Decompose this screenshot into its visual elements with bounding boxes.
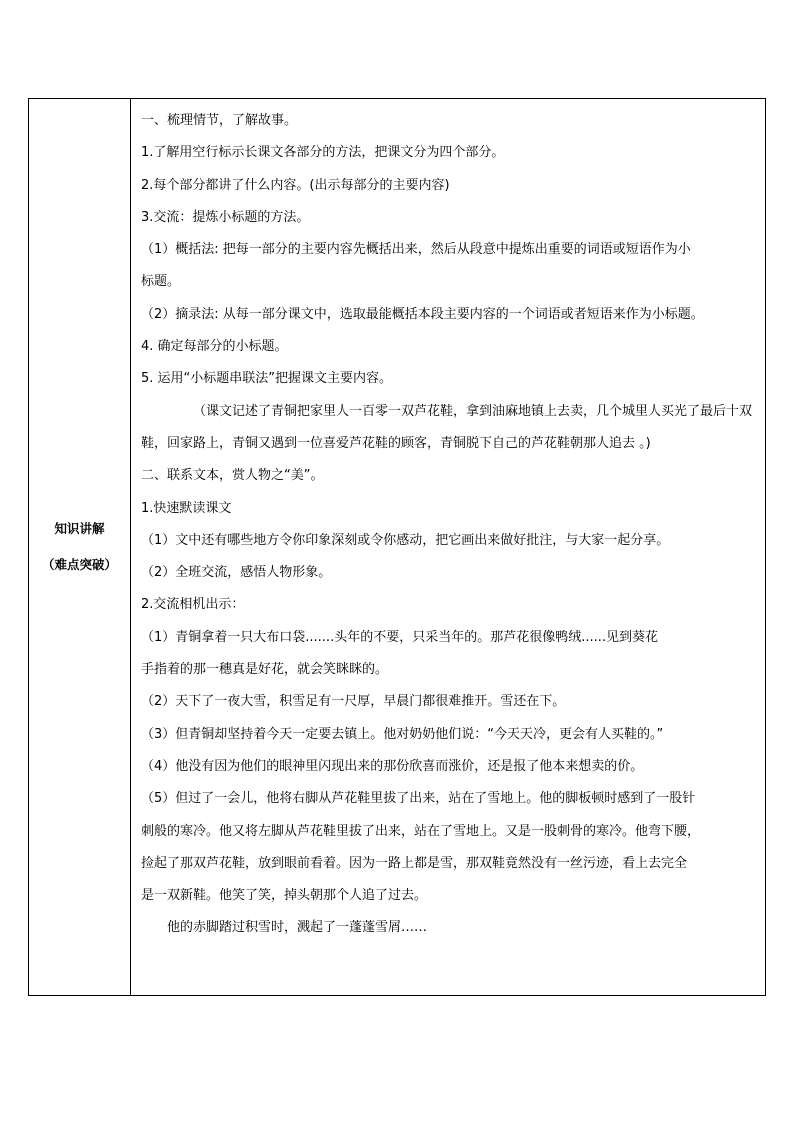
story-summary: （课文记述了青铜把家里人一百零一双芦花鞋，拿到油麻地镇上去卖，几个城里人买光了最后十双鞋，回家路上，青铜又遇到一位喜爱芦花鞋的顾客，青铜脱下自己的芦花鞋朝那人追去 。): [141, 403, 753, 451]
step-2: 2.每个部分都讲了什么内容。(出示每部分的主要内容): [141, 177, 450, 193]
quote-4: （4）他没有因为他们的眼神里闪现出来的那份欣喜而涨价，还是报了他本来想卖的价。: [141, 758, 644, 774]
section-label-subtitle: （难点突破）: [41, 557, 117, 572]
quote-1-line2: 手指着的那一穗真是好花，就会笑眯眯的。: [141, 662, 389, 678]
quote-5-line2: 刺般的寒冷。他又将左脚从芦花鞋里拔了出来，站在了雪地上。又是一股刺骨的寒冷。他弯下腰，: [141, 823, 701, 839]
quote-5-line3: 捡起了那双芦花鞋，放到眼前看着。因为一路上都是雪，那双鞋竟然没有一丝污迹，看上去完全: [141, 855, 688, 871]
quote-1-line1: （1）青铜拿着一只大布口袋.......头年的不要，只采当年的。那芦花很像鸭绒......见到葵花: [141, 629, 658, 645]
method-summary-line2: 标题。: [141, 274, 181, 290]
quote-5-ending: 他的赤脚踏过积雪时，溅起了一蓬蓬雪屑……: [167, 920, 428, 936]
heading-plot: 一、梳理情节，了解故事。: [141, 113, 298, 128]
section-content-cell: [131, 99, 765, 995]
quote-3: （3）但青铜却坚持着今天一定要去镇上。他对奶奶他们说：“今天天冷，更会有人买鞋的。”: [141, 726, 664, 742]
heading-character: 二、联系文本，赏人物之“美”。: [141, 468, 324, 484]
read-step-2: 2.交流相机出示：: [141, 597, 245, 613]
method-summary-line1: （1）概括法: 把每一部分的主要内容先概括出来，然后从段意中提炼出重要的词语或短语作为小: [141, 242, 691, 258]
lesson-table: [28, 98, 766, 996]
step-1: 1.了解用空行标示长课文各部分的方法，把课文分为四个部分。: [141, 145, 505, 161]
read-task-1: （1）文中还有哪些地方令你印象深刻或令你感动，把它画出来做好批注，与大家一起分享。: [141, 532, 670, 548]
section-label-cell: [29, 99, 131, 995]
quote-5-line4: 是一双新鞋。他笑了笑，掉头朝那个人追了过去。: [141, 888, 428, 904]
read-step-1: 1.快速默读课文: [141, 500, 232, 516]
section-label-title: 知识讲解: [54, 521, 105, 536]
step-5: 5. 运用“小标题串联法”把握课文主要内容。: [141, 371, 393, 387]
quote-5-line1: （5）但过了一会儿，他将右脚从芦花鞋里拔了出来，站在了雪地上。他的脚板顿时感到了一股针: [141, 791, 696, 807]
step-4: 4. 确定每部分的小标题。: [141, 339, 288, 355]
method-excerpt: （2）摘录法: 从每一部分课文中，选取最能概括本段主要内容的一个词语或者短语来作为小标题。: [141, 306, 704, 322]
read-task-2: （2）全班交流，感悟人物形象。: [141, 565, 332, 581]
step-3: 3.交流：提炼小标题的方法。: [141, 209, 310, 225]
quote-2: （2）天下了一夜大雪，积雪足有一尺厚，早晨门都很难推开。雪还在下。: [141, 694, 566, 710]
